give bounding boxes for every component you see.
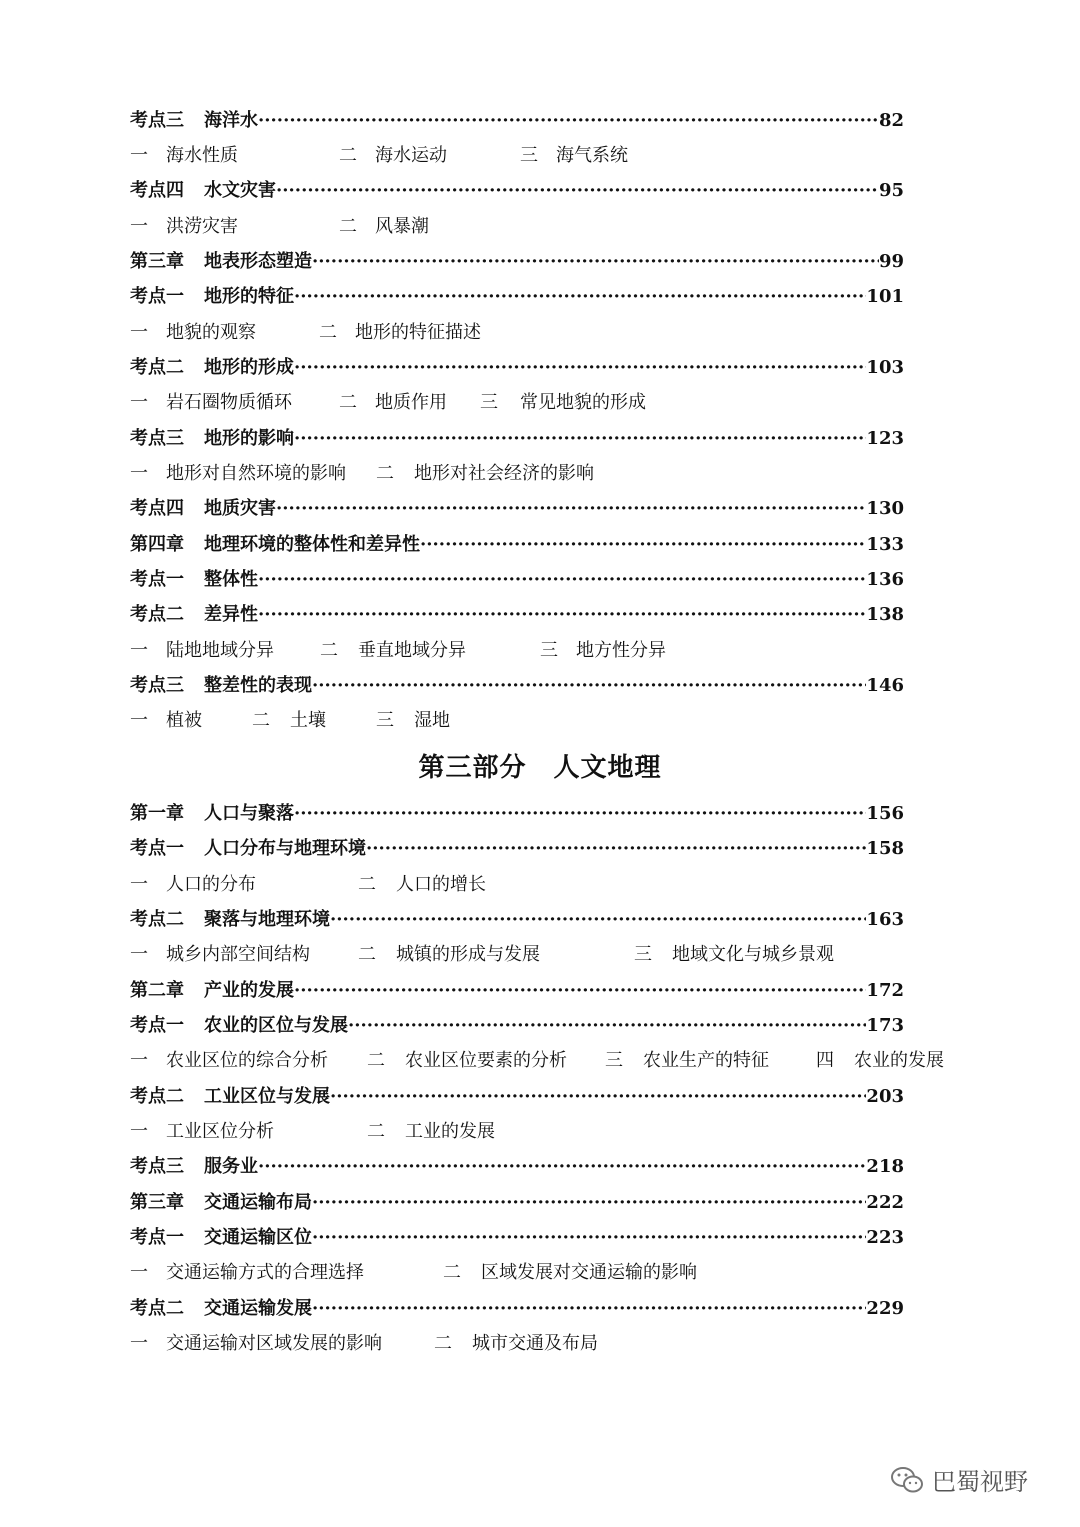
dot-leader [312,1189,866,1217]
toc-entry-key: 考点二 [130,604,184,625]
subtopic-title: 农业区位的综合分析 [166,1050,328,1071]
toc-entry [130,495,904,523]
toc-entry-key: 考点一 [130,838,184,859]
subtopic-number: 一 [130,874,148,895]
toc-entry-title: 地理环境的整体性和差异性 [204,534,420,555]
toc-subtopics [130,637,1030,665]
subtopic-number: 一 [130,392,148,413]
toc-entry-title: 地形的特征 [204,286,294,307]
subtopic-number: 二 [339,145,357,166]
dot-leader [258,566,866,594]
toc-entry-page: 130 [866,498,904,519]
dot-leader [294,425,866,453]
toc-entry-key: 考点四 [130,180,184,201]
toc-entry-title: 水文灾害 [204,180,276,201]
toc-entry-page: 158 [866,838,904,859]
toc-entry-page: 138 [866,604,904,625]
dot-leader [294,354,866,382]
toc-entry-title: 人口分布与地理环境 [204,838,366,859]
subtopic-title: 海气系统 [556,145,628,166]
subtopic-number: 三 [634,944,652,965]
subtopic-number: 二 [358,874,376,895]
subtopic-title: 植被 [166,710,202,731]
subtopic-number: 三 [520,145,538,166]
toc-entry [130,248,904,276]
dot-leader [366,835,866,863]
toc-subtopics [130,871,1030,899]
subtopic-number: 一 [130,145,148,166]
toc-entry [130,800,904,828]
subtopic-title: 土壤 [290,710,326,731]
toc-entry [130,425,904,453]
toc-entry-key: 考点二 [130,909,184,930]
subtopic-number: 二 [367,1121,385,1142]
toc-entry-key: 考点一 [130,1227,184,1248]
dot-leader [258,601,866,629]
toc-entry [130,1189,904,1217]
subtopic-title: 地貌的观察 [166,322,256,343]
toc-subtopics [130,213,1030,241]
dot-leader [294,800,866,828]
subtopic-number: 二 [319,322,337,343]
toc-entry-title: 整体性 [204,569,258,590]
toc-entry-page: 222 [866,1192,904,1213]
subtopic-title: 陆地地域分异 [166,640,274,661]
subtopic-title: 农业区位要素的分析 [405,1050,567,1071]
subtopic-number: 三 [480,392,498,413]
subtopic-number: 二 [339,392,357,413]
toc-subtopics [130,1118,1030,1146]
toc-entry-key: 第三章 [130,1192,184,1213]
dot-leader [258,107,879,135]
toc-entry-title: 地表形态塑造 [204,251,312,272]
subtopic-number: 三 [605,1050,623,1071]
subtopic-number: 一 [130,1333,148,1354]
subtopic-number: 三 [376,710,394,731]
toc-entry-key: 考点二 [130,1086,184,1107]
subtopic-title: 地域文化与城乡景观 [672,944,834,965]
subtopic-number: 二 [376,463,394,484]
toc-entry-page: 218 [866,1156,904,1177]
subtopic-number: 二 [443,1262,461,1283]
toc-entry [130,906,904,934]
subtopic-title: 洪涝灾害 [166,216,238,237]
toc-subtopics [130,941,1030,969]
toc-entry-key: 考点四 [130,498,184,519]
toc-entry-page: 173 [866,1015,904,1036]
toc-entry-page: 172 [866,980,904,1001]
dot-leader [330,1083,866,1111]
dot-leader [312,672,866,700]
toc-entry [130,977,904,1005]
toc-subtopics [130,389,1030,417]
subtopic-title: 地形对自然环境的影响 [166,463,346,484]
subtopic-title: 垂直地域分异 [358,640,466,661]
toc-entry-page: 163 [866,909,904,930]
subtopic-title: 城乡内部空间结构 [166,944,310,965]
dot-leader [258,1153,866,1181]
toc-entry-title: 地质灾害 [204,498,276,519]
subtopic-number: 一 [130,1262,148,1283]
toc-entry-title: 人口与聚落 [204,803,294,824]
subtopic-number: 一 [130,640,148,661]
toc-entry [130,672,904,700]
toc-entry [130,566,904,594]
toc-entry-key: 考点一 [130,286,184,307]
dot-leader [276,177,879,205]
subtopic-number: 二 [252,710,270,731]
subtopic-title: 地形的特征描述 [355,322,481,343]
toc-entry-key: 第三章 [130,251,184,272]
subtopic-title: 海水运动 [375,145,447,166]
subtopic-title: 区域发展对交通运输的影响 [481,1262,697,1283]
subtopic-title: 湿地 [414,710,450,731]
subtopic-title: 地形对社会经济的影响 [414,463,594,484]
subtopic-number: 一 [130,463,148,484]
toc-entry-page: 156 [866,803,904,824]
toc-entry-title: 农业的区位与发展 [204,1015,348,1036]
toc-entry [130,107,904,135]
toc-subtopics [130,460,1030,488]
toc-entry [130,601,904,629]
subtopic-title: 农业的发展 [854,1050,944,1071]
subtopic-title: 海水性质 [166,145,238,166]
subtopic-title: 常见地貌的形成 [520,392,646,413]
toc-entry-page: 229 [866,1298,904,1319]
toc-entry-page: 101 [866,286,904,307]
toc-entry-key: 考点三 [130,1156,184,1177]
toc-entry-key: 考点三 [130,110,184,131]
toc-entry [130,354,904,382]
subtopic-title: 工业区位分析 [166,1121,274,1142]
subtopic-number: 二 [358,944,376,965]
toc-entry [130,283,904,311]
subtopic-title: 城镇的形成与发展 [396,944,540,965]
subtopic-number: 一 [130,710,148,731]
subtopic-number: 二 [367,1050,385,1071]
toc-entry-title: 工业区位与发展 [204,1086,330,1107]
subtopic-number: 三 [540,640,558,661]
toc-entry-page: 82 [878,110,904,131]
toc-entry-title: 聚落与地理环境 [204,909,330,930]
subtopic-title: 地方性分异 [576,640,666,661]
dot-leader [294,283,866,311]
toc-entry-key: 考点一 [130,1015,184,1036]
toc-entry-page: 133 [866,534,904,555]
toc-entry-page: 103 [866,357,904,378]
toc-entry-key: 考点二 [130,1298,184,1319]
toc-entry-title: 海洋水 [204,110,258,131]
toc-subtopics [130,1259,1030,1287]
subtopic-title: 交通运输对区域发展的影响 [166,1333,382,1354]
toc-entry-key: 第二章 [130,980,184,1001]
subtopic-number: 二 [434,1333,452,1354]
toc-entry-title: 交通运输区位 [204,1227,312,1248]
toc-entry-key: 考点一 [130,569,184,590]
toc-entry-key: 考点三 [130,675,184,696]
part-heading: 第三部分 人文地理 [418,753,662,783]
toc-entry [130,835,904,863]
subtopic-number: 一 [130,1121,148,1142]
toc-entry-title: 地形的影响 [204,428,294,449]
dot-leader [312,1224,866,1252]
subtopic-title: 交通运输方式的合理选择 [166,1262,364,1283]
subtopic-number: 四 [816,1050,834,1071]
toc-entry-page: 99 [878,251,904,272]
dot-leader [312,248,879,276]
dot-leader [330,906,866,934]
subtopic-number: 二 [320,640,338,661]
toc-entry-page: 95 [878,180,904,201]
subtopic-title: 地质作用 [375,392,447,413]
toc-entry [130,1153,904,1181]
toc-entry [130,1083,904,1111]
toc-subtopics [130,707,1030,735]
toc-subtopics [130,142,1030,170]
subtopic-number: 一 [130,216,148,237]
toc-entry-page: 136 [866,569,904,590]
subtopic-title: 人口的增长 [396,874,486,895]
toc-entry-title: 服务业 [204,1156,258,1177]
watermark-text: 巴蜀视野 [932,1468,1028,1496]
subtopic-number: 一 [130,322,148,343]
toc-entry [130,177,904,205]
toc-entry-key: 考点二 [130,357,184,378]
toc-entry-page: 123 [866,428,904,449]
dot-leader [294,977,866,1005]
subtopic-title: 人口的分布 [166,874,256,895]
subtopic-title: 农业生产的特征 [643,1050,769,1071]
toc-entry-title: 交通运输发展 [204,1298,312,1319]
toc-entry-key: 第一章 [130,803,184,824]
dot-leader [348,1012,866,1040]
dot-leader [276,495,866,523]
toc-entry [130,1295,904,1323]
toc-entry-title: 产业的发展 [204,980,294,1001]
toc-subtopics [130,1047,1030,1075]
wechat-icon [890,1465,924,1495]
watermark [890,1462,1028,1497]
toc-subtopics [130,1330,1030,1358]
subtopic-number: 二 [339,216,357,237]
toc-entry-title: 地形的形成 [204,357,294,378]
toc-entry [130,1224,904,1252]
toc-entry-title: 整差性的表现 [204,675,312,696]
subtopic-title: 工业的发展 [405,1121,495,1142]
toc-entry-page: 223 [866,1227,904,1248]
toc-entry-page: 203 [866,1086,904,1107]
subtopic-number: 一 [130,944,148,965]
toc-entry-key: 第四章 [130,534,184,555]
toc-entry-title: 交通运输布局 [204,1192,312,1213]
toc-entry-title: 差异性 [204,604,258,625]
toc-entry-key: 考点三 [130,428,184,449]
subtopic-number: 一 [130,1050,148,1071]
dot-leader [312,1295,866,1323]
toc-subtopics [130,319,1030,347]
subtopic-title: 城市交通及布局 [472,1333,598,1354]
toc-entry [130,531,904,559]
subtopic-title: 岩石圈物质循环 [166,392,292,413]
toc-entry-page: 146 [866,675,904,696]
toc-entry [130,1012,904,1040]
subtopic-title: 风暴潮 [375,216,429,237]
dot-leader [420,531,866,559]
